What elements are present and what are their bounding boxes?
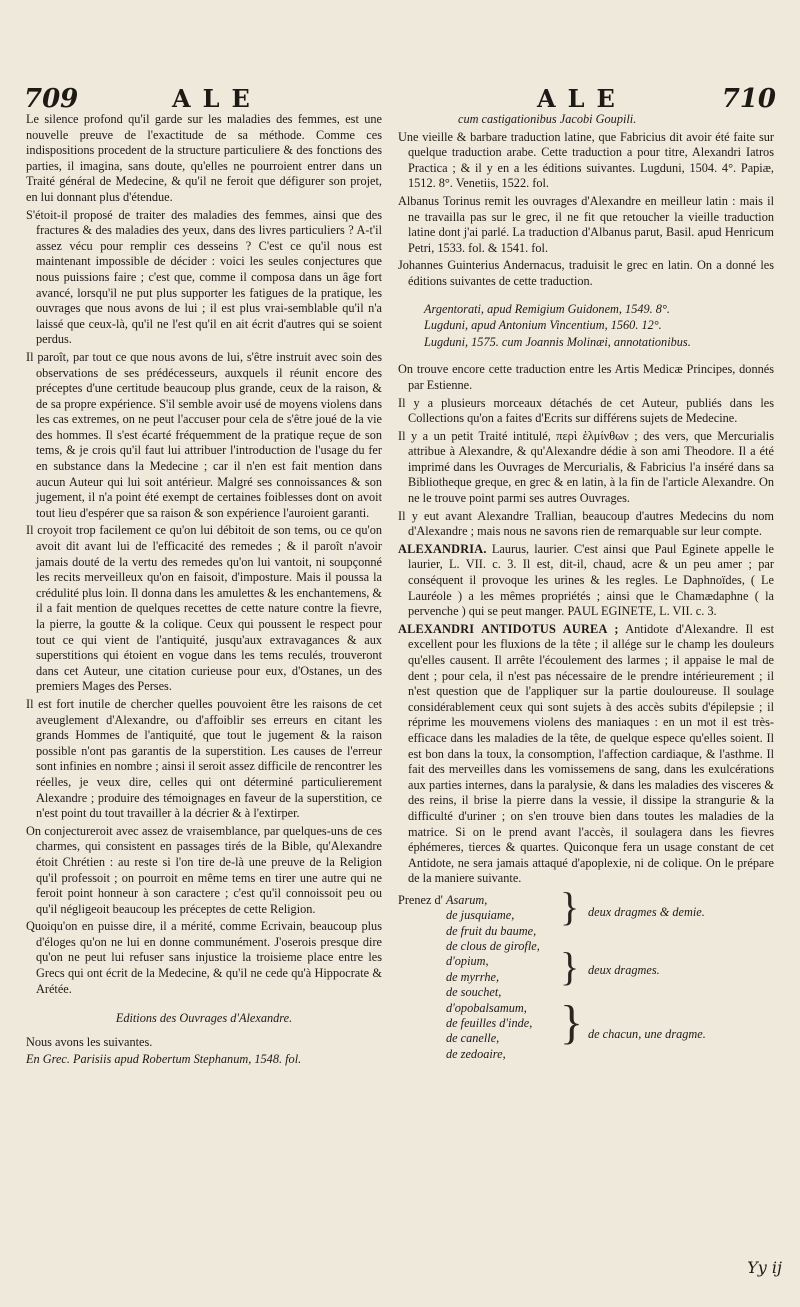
ingredient: de clous de girofle, bbox=[446, 939, 540, 954]
paragraph: Il y a plusieurs morceaux détachés de cet Auteur, publiés dans les Collections qu'on a faites d'Ecrits sur différens sujets de Medecine. bbox=[398, 395, 774, 426]
ingredient: de canelle, bbox=[446, 1031, 500, 1046]
editions-intro: Nous avons les suivantes. bbox=[26, 1034, 153, 1049]
dictionary-entry bbox=[398, 622, 774, 887]
ingredient: d'opium, bbox=[446, 954, 489, 969]
ingredient: de fruit du baume, bbox=[446, 923, 537, 938]
left-page-number: 709 bbox=[24, 84, 79, 114]
paragraph: Albanus Torinus remit les ouvrages d'Alexandre en meilleur latin : mais il ne travailla pas sur le grec, il ne fit que retoucher la vieille traduction latine dont j'ai parlé. La traduction d'Albanus parut, Basil. apud Henricum Petri, 1533. fol. & 1541. fol. bbox=[398, 193, 774, 255]
brace-icon: } bbox=[560, 883, 580, 929]
ingredient: de zedoaire, bbox=[446, 1046, 506, 1061]
paragraph: S'étoit-il proposé de traiter des maladies des femmes, ainsi que des fractures & des maladies des yeux, dans des livres particuliers ? A-t'il assez vécu pour remplir ces desseins ? C'est ce qu'il nous est maintenant impossible de décider : voici les seules conjectures que nous puissions faire ; c'est que, comme il composa dans un âge fort avancé, lorsqu'il ne put plus supporter les fatigues de la pratique, les ouvrages que nous avons de lui ; il est plus vrai-semblable qu'il n'a laissé que ceux-là, qu'il ne l'est qu'il en ait écrit d'autres qui se soient perdus. bbox=[26, 207, 382, 347]
editions-heading: Editions des Ouvrages d'Alexandre. bbox=[115, 1011, 293, 1026]
brace-icon: } bbox=[560, 995, 584, 1049]
top-line: cum castigationibus Jacobi Goupili. bbox=[458, 112, 637, 126]
right-running-head: ALE bbox=[537, 84, 627, 113]
dose-label: deux dragmes & demie. bbox=[588, 904, 705, 919]
paragraph: Quoiqu'on en puisse dire, il a mérité, comme Ecrivain, beaucoup plus d'éloges qu'on ne lui en donne communément. J'oserois presque dire qu'on ne peut lui refuser sans injustice la troisieme place entre les Grecs qui ont écrit de la Medecine, & qu'il ne cede qu'à Hippocrate & Arétée. bbox=[26, 919, 382, 996]
dose-label: deux dragmes. bbox=[588, 962, 660, 977]
editions-greek: En Grec. Parisiis apud Robertum Stephanum, 1548. fol. bbox=[26, 1052, 302, 1067]
ingredient: de feuilles d'inde, bbox=[446, 1016, 533, 1031]
paragraph: On conjectureroit avec assez de vraisemblance, par quelques-uns de ces charmes, qui consistent en passages tirés de la Bible, qu'Alexandre étoit Chrétien : au reste si l'on tire de-là une preuve de la Religion qu'il professoit ; on pourroit en même tems en tirer une autre qui ne feroit point honneur à son caractere ; c'est qu'il connoissoit peu ou qu'il négligeoit beaucoup les préceptes de cette Religion. bbox=[26, 823, 382, 916]
left-running-head: ALE bbox=[172, 84, 262, 113]
paragraph: Il y eut avant Alexandre Trallian, beaucoup d'autres Medecins du nom d'Alexandre ; mais nous ne savons rien de remarquable sur leur compte. bbox=[398, 508, 774, 539]
list-item: Lugduni, 1575. cum Joannis Molinæi, annotationibus. bbox=[424, 334, 691, 349]
ingredient: de myrrhe, bbox=[446, 969, 500, 984]
paragraph: On trouve encore cette traduction entre les Artis Medicæ Principes, donnés par Estienne. bbox=[398, 362, 774, 392]
ingredient: Asarum, bbox=[446, 892, 488, 907]
paragraph: Il paroît, par tout ce que nous avons de lui, s'être instruit avec soin des observations de ses prédécesseurs, auxquels il réunit encore des préceptes d'une certitude beaucoup plus grande, ceux de la raison, & de sa propre expérience. S'il semble avoir usé de moyens violens dans les cas extremes, on ne peut l'accuser pour cela de s'être joué de la vie des hommes. Il s'est écarté fréquemment de la pratique reçue de son tems, & je crois qu'il faut lui attribuer l'introduction de l'usage du fer en substance dans la Medecine ; car il n'en est fait mention dans aucun Auteur qui lui soit antérieur. Malgré ses connoissances & son jugement, il n'a point été exempt de certaines foiblesses dont on avoit tout lieu d'espérer que sa raison & son expérience l'auroient garanti. bbox=[26, 349, 382, 520]
paragraph: Le silence profond qu'il garde sur les maladies des femmes, est une nouvelle preuve de l'exactitude de sa méthode. Comme ces indispositions procedent de la structure particuliere & des fonctions des parties, il imagina, sans doute, qu'elles ne pourroient entrer dans un Traité général de Medecine, & qu'il ne feroit que défigurer son projet, en lui donnant plus d'étendue. bbox=[26, 112, 382, 204]
dictionary-entry bbox=[398, 542, 774, 620]
right-page-number: 710 bbox=[721, 84, 776, 114]
ingredient: de souchet, bbox=[446, 985, 502, 1000]
ingredient-list bbox=[446, 893, 540, 1062]
paragraph: Une vieille & barbare traduction latine, que Fabricius dit avoir été faite sur quelque traduction arabe. Cette traduction a pour titre, Alexandri Iatros Practica ; & il y en a les éditions suivantes. Lugduni, 1504. 4°. Papiæ, 1512. 8°. Venetiis, 1522. fol. bbox=[398, 129, 774, 191]
entry-text: Antidote d'Alexandre. Il est excellent pour les fluxions de la tête ; il allége sur le champ les douleurs qu'elles causent. Il arrête l'écoulement des larmes ; il appaise le mal de dent ; pour cela, il n'est pas nécessaire de le prendre intérieurement ; il n'est question que de l'appliquer sur la partie douloureuse. Il soulage considérablement ceux qui sont sujets à des accès subits d'épilepsie ; il réprime les mouvemens violens des maniaques : en un mot il est très-efficace dans les maladies de la tête, de quelque espece qu'elles soient. Il est bon dans la toux, la consomption, l'affection cardiaque, & l'asthme. Il fait des merveilles dans les vomissemens de sang, dans les exulcérations aux parties internes, dans la paralysie, & dans les maladies des visceres & des reins, il brise la pierre dans la vessie, il dissipe la strangurie & la difficulté d'uriner ; on s'en trouve bien dans toutes les maladies de la matrice. Si on le prend avant l'accès, il soulagera dans les fievres éphémeres, tierces & quartes. Quiconque fera un usage constant de cet Antidote, ne sera jamais attaqué d'apoplexie, ni de colique. On le prépare de la maniere suivante. bbox=[408, 621, 775, 886]
right-column bbox=[398, 112, 774, 1061]
editions-list bbox=[424, 302, 774, 351]
ingredient: de jusquiame, bbox=[446, 908, 515, 923]
entry-text: Laurus, laurier. C'est ainsi que Paul Eginete appelle le laurier, L. VII. c. 3. Il est, dit-il, chaud, acre & un peu amer ; par conséquent il provoque les urines & les regles. Le Daphnoïdes, ( Le Lauréole ) a les mêmes propriétés ; ainsi que le Chamædaphne ( la pervenche ) qui se peut manger. PAUL EGINETE, L. VII. c. 3. bbox=[408, 541, 774, 619]
paragraph: Il est fort inutile de chercher quelles pouvoient être les raisons de cet aveuglement d'Alexandre, ou d'affoiblir ses erreurs en citant les grands Hommes de l'antiquité, que tout le jugement & la raison possible n'ont pas garantis de la superstition. Les causes de l'erreur sont infinies en nombre ; ainsi il seroit assez difficile de rencontrer les réelles, je veux dire, celles qui ont déterminé particulierement Alexandre ; produire des témoignages en faveur de la superstition, ce n'est point du tout travailler à la décrier & à l'extirper. bbox=[26, 696, 382, 821]
entry-headword: ALEXANDRI ANTIDOTUS AUREA ; bbox=[398, 621, 619, 636]
recipe-lead: Prenez d' bbox=[398, 892, 443, 907]
dose-label: de chacun, une dragme. bbox=[588, 1026, 706, 1041]
entry-headword: ALEXANDRIA. bbox=[398, 541, 487, 556]
paragraph: Il y a un petit Traité intitulé, περὶ ἑλμίνθων ; des vers, que Mercurialis attribue à Alexandre, & qu'Alexandre dédie à son ami Theodore. Il a été imprimé dans les Ouvrages de Mercurialis, & Fabricius l'a inséré dans sa Bibliotheque greque, en grec & en latin, à la fin de l'article Alexandre. On ne le trouve point parmi ses autres Ouvrages. bbox=[398, 428, 774, 506]
recipe bbox=[398, 883, 774, 1061]
signature-mark: Yy ij bbox=[747, 1258, 782, 1277]
list-item: Lugduni, apud Antonium Vincentium, 1560. 12°. bbox=[424, 318, 662, 333]
page-header bbox=[22, 78, 778, 112]
paragraph: Il croyoit trop facilement ce qu'on lui débitoit de son tems, ou ce qu'on avoit dit avant lui de l'efficacité des remedes ; & il paroît n'avoir jamais douté de la vertu des remedes qu'on lui vantoit, ni soupçonné les recits merveilleux qu'on en faisoit, d'imposture. Mais il poussa la crédulité plus loin. Il donna dans les amulettes & les enchantemens, & il a fait mention de quelques recettes de cette nature contre la fievre, la pierre, la goutte & la colique. Ceux qui poussent le respect pour tout ce qui vient de l'antiquité, jusqu'aux extravagances & aux superstitions qui étoient en vogue dans les tems reculés, trouveront dans cet Auteur, une citation curieuse pour eux, d'Ostanes, un des premiers Mages des Perses. bbox=[26, 523, 382, 694]
brace-icon: } bbox=[560, 943, 580, 989]
left-column bbox=[26, 112, 382, 1070]
list-item: Argentorati, apud Remigium Guidonem, 1549. 8°. bbox=[424, 301, 670, 316]
ingredient: d'opobalsamum, bbox=[446, 1000, 527, 1015]
paragraph: Johannes Guinterius Andernacus, traduisit le grec en latin. On a donné les éditions suivantes de cette traduction. bbox=[398, 258, 774, 288]
